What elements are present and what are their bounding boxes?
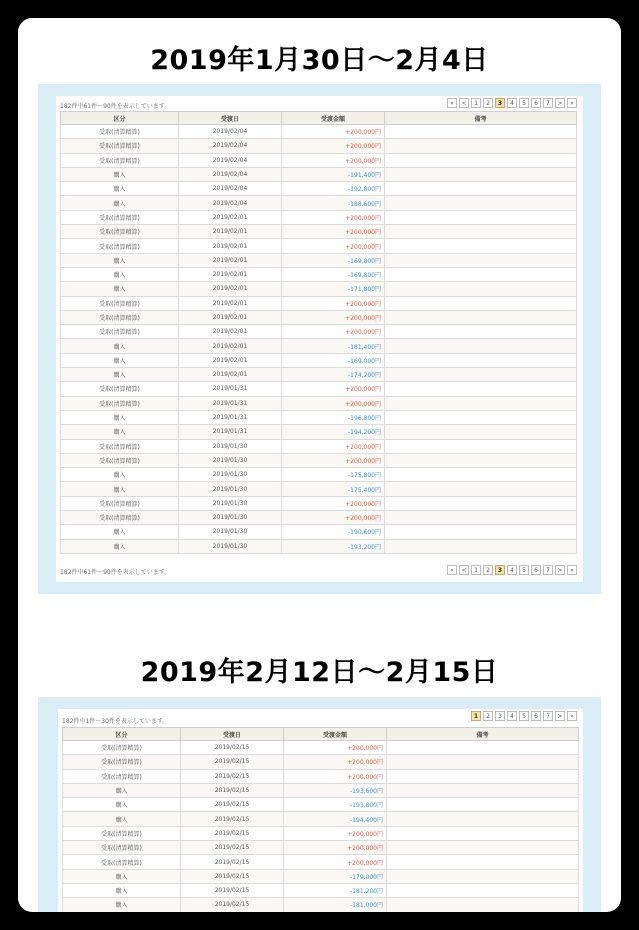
type-cell: 購入 xyxy=(61,539,179,553)
amount-cell: +200,000円 xyxy=(284,741,387,755)
column-header: 備考 xyxy=(385,112,577,125)
date-cell: 2019/02/04 xyxy=(179,139,282,153)
type-cell: 購入 xyxy=(63,798,181,812)
table-row xyxy=(61,153,577,167)
table-row xyxy=(61,482,577,496)
section2-pagination-top xyxy=(469,711,577,721)
page-link[interactable]: « xyxy=(447,565,457,575)
table-row xyxy=(61,410,577,424)
amount-cell: +200,000円 xyxy=(284,769,387,783)
page-link[interactable]: 6 xyxy=(531,98,541,108)
section1-transactions-table xyxy=(60,111,577,554)
screenshot-collage xyxy=(18,18,621,912)
section2-count-top: 182件中1件～30件を表示しています。 xyxy=(62,718,169,725)
table-row xyxy=(61,296,577,310)
page-link[interactable]: 3 xyxy=(495,565,505,575)
table-row xyxy=(63,841,579,855)
type-cell: 購入 xyxy=(61,410,179,424)
date-cell: 2019/01/30 xyxy=(179,525,282,539)
amount-cell: -174,200円 xyxy=(282,368,385,382)
page-link[interactable]: » xyxy=(567,98,577,108)
page-link[interactable]: 7 xyxy=(543,711,553,721)
page-link[interactable]: 1 xyxy=(471,711,481,721)
amount-cell: +200,000円 xyxy=(284,755,387,769)
table-row xyxy=(61,253,577,267)
amount-cell: -179,000円 xyxy=(284,869,387,883)
type-cell: 購入 xyxy=(61,368,179,382)
date-cell: 2019/02/04 xyxy=(179,196,282,210)
remarks-cell xyxy=(385,453,577,467)
table-row xyxy=(61,325,577,339)
table-row xyxy=(61,339,577,353)
table-row xyxy=(63,883,579,897)
remarks-cell xyxy=(385,468,577,482)
amount-cell: +200,000円 xyxy=(282,239,385,253)
amount-cell: +200,000円 xyxy=(282,396,385,410)
amount-cell: -194,400円 xyxy=(284,812,387,826)
amount-cell: -181,000円 xyxy=(284,898,387,912)
amount-cell: -181,400円 xyxy=(282,339,385,353)
amount-cell: -191,400円 xyxy=(282,167,385,181)
type-cell: 購入 xyxy=(61,167,179,181)
remarks-cell xyxy=(385,439,577,453)
date-cell: 2019/01/31 xyxy=(179,382,282,396)
date-cell: 2019/02/15 xyxy=(181,783,284,797)
table-row xyxy=(61,239,577,253)
type-cell: 受取(清算精算) xyxy=(63,826,181,840)
section1-heading: 2019年1月30日～2月4日 xyxy=(150,45,489,76)
page-link[interactable]: < xyxy=(459,98,469,108)
remarks-cell xyxy=(385,368,577,382)
page-link[interactable]: 7 xyxy=(543,565,553,575)
type-cell: 受取(清算精算) xyxy=(63,741,181,755)
page-link[interactable]: 6 xyxy=(531,565,541,575)
remarks-cell xyxy=(387,869,579,883)
amount-cell: -181,200円 xyxy=(284,883,387,897)
amount-cell: -196,800円 xyxy=(282,410,385,424)
amount-cell: -171,800円 xyxy=(282,282,385,296)
remarks-cell xyxy=(385,182,577,196)
type-cell: 受取(清算精算) xyxy=(61,139,179,153)
table-row xyxy=(61,353,577,367)
type-cell: 受取(清算精算) xyxy=(61,496,179,510)
page-link[interactable]: 3 xyxy=(495,98,505,108)
remarks-cell xyxy=(387,826,579,840)
remarks-cell xyxy=(385,167,577,181)
amount-cell: +200,000円 xyxy=(282,139,385,153)
remarks-cell xyxy=(387,755,579,769)
table-row xyxy=(63,855,579,869)
column-header: 備考 xyxy=(387,728,579,741)
remarks-cell xyxy=(385,496,577,510)
remarks-cell xyxy=(387,841,579,855)
date-cell: 2019/02/01 xyxy=(179,310,282,324)
date-cell: 2019/02/01 xyxy=(179,353,282,367)
type-cell: 受取(清算精算) xyxy=(63,841,181,855)
table-row xyxy=(61,511,577,525)
remarks-cell xyxy=(387,855,579,869)
date-cell: 2019/02/01 xyxy=(179,282,282,296)
date-cell: 2019/02/15 xyxy=(181,812,284,826)
amount-cell: -188,600円 xyxy=(282,196,385,210)
table-row xyxy=(61,525,577,539)
amount-cell: -169,000円 xyxy=(282,353,385,367)
type-cell: 受取(清算精算) xyxy=(61,210,179,224)
remarks-cell xyxy=(385,382,577,396)
section2-panel xyxy=(58,709,583,912)
remarks-cell xyxy=(385,153,577,167)
page-link[interactable]: 5 xyxy=(519,711,529,721)
table-header-row xyxy=(61,112,577,125)
date-cell: 2019/02/15 xyxy=(181,769,284,783)
column-header: 受渡日 xyxy=(181,728,284,741)
remarks-cell xyxy=(385,482,577,496)
table-row xyxy=(61,210,577,224)
date-cell: 2019/01/31 xyxy=(179,425,282,439)
type-cell: 受取(清算精算) xyxy=(61,153,179,167)
section1-pagination-top xyxy=(445,98,577,108)
remarks-cell xyxy=(385,525,577,539)
remarks-cell xyxy=(385,325,577,339)
type-cell: 購入 xyxy=(61,253,179,267)
amount-cell: -193,200円 xyxy=(282,539,385,553)
type-cell: 受取(清算精算) xyxy=(61,296,179,310)
type-cell: 購入 xyxy=(61,482,179,496)
date-cell: 2019/02/01 xyxy=(179,325,282,339)
amount-cell: +200,000円 xyxy=(282,453,385,467)
table-row xyxy=(63,812,579,826)
table-row xyxy=(61,225,577,239)
date-cell: 2019/02/15 xyxy=(181,755,284,769)
date-cell: 2019/02/01 xyxy=(179,296,282,310)
amount-cell: -190,600円 xyxy=(282,525,385,539)
amount-cell: +200,000円 xyxy=(282,210,385,224)
remarks-cell xyxy=(385,296,577,310)
page-link[interactable]: 4 xyxy=(507,565,517,575)
date-cell: 2019/02/15 xyxy=(181,869,284,883)
section1-panel xyxy=(56,96,583,582)
table-row xyxy=(63,826,579,840)
page-link[interactable]: 2 xyxy=(483,711,493,721)
table-row xyxy=(61,396,577,410)
date-cell: 2019/02/15 xyxy=(181,826,284,840)
type-cell: 購入 xyxy=(63,869,181,883)
type-cell: 購入 xyxy=(61,525,179,539)
type-cell: 購入 xyxy=(63,898,181,912)
page-link[interactable]: 7 xyxy=(543,98,553,108)
amount-cell: +200,000円 xyxy=(282,439,385,453)
date-cell: 2019/02/01 xyxy=(179,368,282,382)
remarks-cell xyxy=(385,139,577,153)
page-link[interactable]: 4 xyxy=(507,711,517,721)
type-cell: 購入 xyxy=(61,339,179,353)
date-cell: 2019/02/01 xyxy=(179,253,282,267)
page-link[interactable]: > xyxy=(555,711,565,721)
type-cell: 購入 xyxy=(61,182,179,196)
amount-cell: -169,800円 xyxy=(282,253,385,267)
table-row xyxy=(61,196,577,210)
page-link[interactable]: 2 xyxy=(483,565,493,575)
table-row xyxy=(63,783,579,797)
amount-cell: +200,000円 xyxy=(282,310,385,324)
amount-cell: +200,000円 xyxy=(282,296,385,310)
date-cell: 2019/02/01 xyxy=(179,339,282,353)
table-row xyxy=(63,741,579,755)
remarks-cell xyxy=(385,196,577,210)
page-link[interactable]: « xyxy=(447,98,457,108)
remarks-cell xyxy=(385,310,577,324)
column-header: 受渡金額 xyxy=(284,728,387,741)
table-row xyxy=(61,468,577,482)
table-row xyxy=(61,282,577,296)
type-cell: 購入 xyxy=(61,468,179,482)
table-row xyxy=(61,182,577,196)
type-cell: 購入 xyxy=(61,196,179,210)
date-cell: 2019/02/01 xyxy=(179,225,282,239)
page-link[interactable]: » xyxy=(567,565,577,575)
type-cell: 受取(清算精算) xyxy=(61,125,179,139)
date-cell: 2019/01/31 xyxy=(179,410,282,424)
remarks-cell xyxy=(385,425,577,439)
date-cell: 2019/01/30 xyxy=(179,439,282,453)
page-link[interactable]: > xyxy=(555,565,565,575)
table-row xyxy=(61,267,577,281)
type-cell: 受取(清算精算) xyxy=(61,239,179,253)
amount-cell: +200,000円 xyxy=(284,826,387,840)
date-cell: 2019/02/15 xyxy=(181,741,284,755)
page-link[interactable]: > xyxy=(555,98,565,108)
page-link[interactable]: < xyxy=(459,565,469,575)
section2-heading: 2019年2月12日～2月15日 xyxy=(140,657,499,688)
table-row xyxy=(63,798,579,812)
section1-count-bottom: 182件中61件～90件を表示しています。 xyxy=(60,569,171,576)
page-link[interactable]: 3 xyxy=(495,711,505,721)
table-row xyxy=(63,869,579,883)
table-row xyxy=(61,425,577,439)
remarks-cell xyxy=(385,353,577,367)
type-cell: 受取(清算精算) xyxy=(63,755,181,769)
page-link[interactable]: 5 xyxy=(519,565,529,575)
amount-cell: -194,200円 xyxy=(282,425,385,439)
remarks-cell xyxy=(385,253,577,267)
page-link[interactable]: 1 xyxy=(471,98,481,108)
type-cell: 受取(清算精算) xyxy=(61,325,179,339)
column-header: 区分 xyxy=(63,728,181,741)
remarks-cell xyxy=(387,769,579,783)
type-cell: 受取(清算精算) xyxy=(63,769,181,783)
table-row xyxy=(61,453,577,467)
remarks-cell xyxy=(385,339,577,353)
type-cell: 受取(清算精算) xyxy=(61,396,179,410)
remarks-cell xyxy=(387,898,579,912)
table-row xyxy=(61,539,577,553)
remarks-cell xyxy=(385,282,577,296)
type-cell: 購入 xyxy=(63,812,181,826)
page-link[interactable]: 4 xyxy=(507,98,517,108)
table-row xyxy=(61,382,577,396)
table-row xyxy=(63,755,579,769)
date-cell: 2019/02/04 xyxy=(179,153,282,167)
remarks-cell xyxy=(385,539,577,553)
date-cell: 2019/02/15 xyxy=(181,841,284,855)
page-link[interactable]: 6 xyxy=(531,711,541,721)
section2-frame xyxy=(38,697,601,912)
amount-cell: +200,000円 xyxy=(282,496,385,510)
type-cell: 受取(清算精算) xyxy=(61,453,179,467)
date-cell: 2019/01/30 xyxy=(179,453,282,467)
remarks-cell xyxy=(387,741,579,755)
date-cell: 2019/02/15 xyxy=(181,898,284,912)
type-cell: 受取(清算精算) xyxy=(61,225,179,239)
remarks-cell xyxy=(385,239,577,253)
column-header: 受渡日 xyxy=(179,112,282,125)
date-cell: 2019/02/15 xyxy=(181,883,284,897)
type-cell: 受取(清算精算) xyxy=(63,855,181,869)
type-cell: 購入 xyxy=(61,353,179,367)
date-cell: 2019/01/30 xyxy=(179,482,282,496)
date-cell: 2019/01/30 xyxy=(179,496,282,510)
amount-cell: -175,400円 xyxy=(282,482,385,496)
table-row xyxy=(61,310,577,324)
type-cell: 購入 xyxy=(61,267,179,281)
section2-transactions-table xyxy=(62,727,579,912)
remarks-cell xyxy=(387,798,579,812)
amount-cell: +200,000円 xyxy=(282,325,385,339)
type-cell: 購入 xyxy=(61,425,179,439)
table-row xyxy=(61,439,577,453)
remarks-cell xyxy=(387,812,579,826)
page-link[interactable]: 5 xyxy=(519,98,529,108)
remarks-cell xyxy=(385,125,577,139)
amount-cell: -175,800円 xyxy=(282,468,385,482)
table-row xyxy=(63,898,579,912)
date-cell: 2019/01/31 xyxy=(179,396,282,410)
type-cell: 受取(清算精算) xyxy=(61,439,179,453)
table-row xyxy=(63,769,579,783)
type-cell: 受取(清算精算) xyxy=(61,511,179,525)
amount-cell: -192,800円 xyxy=(282,182,385,196)
amount-cell: +200,000円 xyxy=(282,382,385,396)
date-cell: 2019/01/30 xyxy=(179,539,282,553)
table-row xyxy=(61,139,577,153)
amount-cell: +200,000円 xyxy=(282,125,385,139)
type-cell: 購入 xyxy=(63,783,181,797)
date-cell: 2019/02/01 xyxy=(179,210,282,224)
amount-cell: -169,800円 xyxy=(282,267,385,281)
page-link[interactable]: » xyxy=(567,711,577,721)
column-header: 区分 xyxy=(61,112,179,125)
table-row xyxy=(61,125,577,139)
date-cell: 2019/02/04 xyxy=(179,167,282,181)
table-row xyxy=(61,167,577,181)
amount-cell: -193,600円 xyxy=(284,783,387,797)
type-cell: 購入 xyxy=(61,282,179,296)
amount-cell: +200,000円 xyxy=(282,153,385,167)
remarks-cell xyxy=(387,883,579,897)
remarks-cell xyxy=(385,210,577,224)
remarks-cell xyxy=(385,410,577,424)
date-cell: 2019/01/30 xyxy=(179,511,282,525)
date-cell: 2019/02/01 xyxy=(179,267,282,281)
date-cell: 2019/02/01 xyxy=(179,239,282,253)
date-cell: 2019/02/15 xyxy=(181,798,284,812)
page-link[interactable]: 1 xyxy=(471,565,481,575)
table-header-row xyxy=(63,728,579,741)
page-link[interactable]: 2 xyxy=(483,98,493,108)
remarks-cell xyxy=(385,396,577,410)
table-row xyxy=(61,496,577,510)
date-cell: 2019/02/04 xyxy=(179,125,282,139)
remarks-cell xyxy=(385,511,577,525)
section1-frame xyxy=(38,84,601,594)
type-cell: 受取(清算精算) xyxy=(61,382,179,396)
date-cell: 2019/01/30 xyxy=(179,468,282,482)
column-header: 受渡金額 xyxy=(282,112,385,125)
amount-cell: +200,000円 xyxy=(284,841,387,855)
date-cell: 2019/02/15 xyxy=(181,855,284,869)
remarks-cell xyxy=(385,225,577,239)
type-cell: 購入 xyxy=(63,883,181,897)
table-row xyxy=(61,368,577,382)
date-cell: 2019/02/04 xyxy=(179,182,282,196)
amount-cell: +200,000円 xyxy=(282,511,385,525)
section1-count-top: 182件中61件～90件を表示しています。 xyxy=(60,103,171,110)
amount-cell: -193,800円 xyxy=(284,798,387,812)
section1-pagination-bottom xyxy=(445,565,577,575)
amount-cell: +200,000円 xyxy=(284,855,387,869)
remarks-cell xyxy=(385,267,577,281)
type-cell: 受取(清算精算) xyxy=(61,310,179,324)
amount-cell: +200,000円 xyxy=(282,225,385,239)
remarks-cell xyxy=(387,783,579,797)
